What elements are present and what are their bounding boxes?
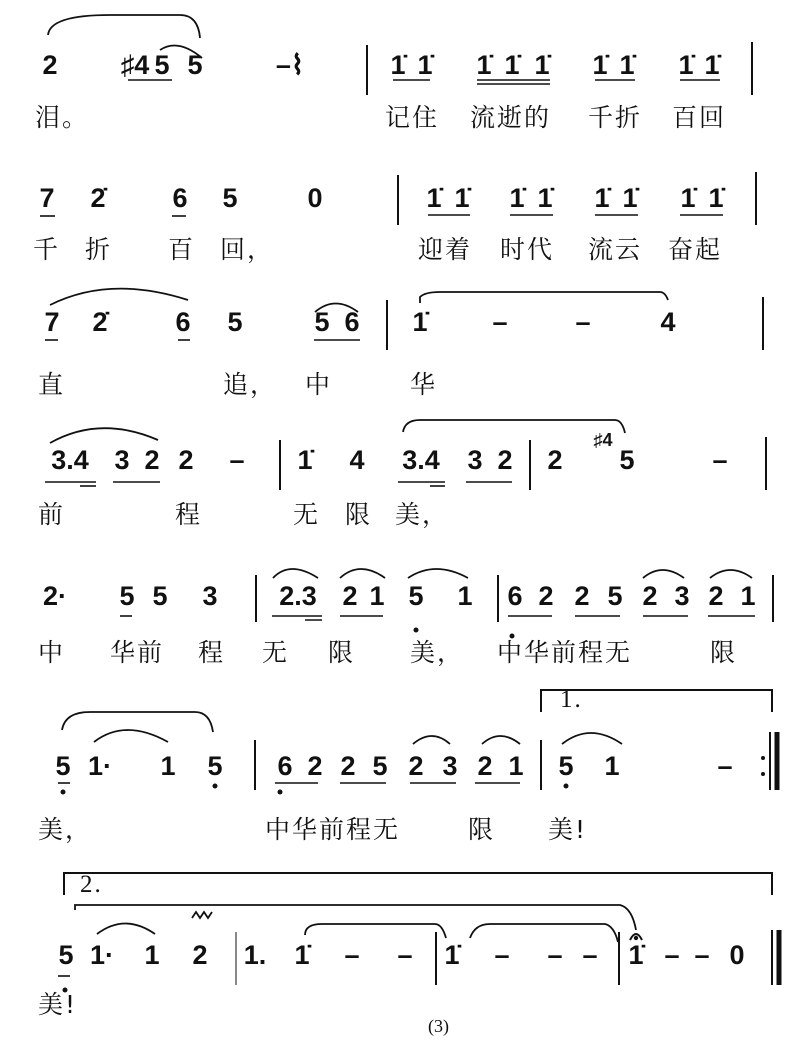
lyric: 奋起 bbox=[668, 235, 723, 264]
note: 2 bbox=[144, 445, 160, 475]
note: 7 bbox=[39, 183, 55, 213]
note: 3 bbox=[114, 445, 130, 475]
repeat-dots bbox=[761, 756, 765, 776]
lyric: 迎着 bbox=[418, 235, 473, 264]
note: 1̇ bbox=[454, 183, 470, 213]
note: – bbox=[397, 940, 413, 970]
note: – bbox=[582, 940, 598, 970]
lyric: 华前 bbox=[110, 638, 165, 667]
note: 2 bbox=[178, 445, 194, 475]
note: 0 bbox=[729, 940, 745, 970]
note: 5 bbox=[152, 581, 168, 611]
note: 1 bbox=[369, 581, 385, 611]
note: 1 bbox=[740, 581, 756, 611]
note: 2 bbox=[307, 751, 323, 781]
note: 2 bbox=[497, 445, 513, 475]
note: 1̇ bbox=[417, 50, 433, 80]
note: 1̇ bbox=[476, 50, 492, 80]
page-number: (3) bbox=[428, 1016, 449, 1036]
lyric: 限 bbox=[468, 815, 496, 844]
note: 5 bbox=[558, 751, 574, 781]
note: 5 bbox=[607, 581, 623, 611]
note: 2 bbox=[547, 445, 563, 475]
lyric: 回， bbox=[220, 235, 275, 264]
note: 5 bbox=[227, 307, 243, 337]
lyric: 流逝的 bbox=[470, 103, 552, 132]
lyric: 美， bbox=[38, 815, 93, 844]
lyric: 美! bbox=[548, 815, 588, 844]
note: 3 bbox=[202, 581, 218, 611]
note: 1̇ bbox=[680, 183, 696, 213]
note: 5 bbox=[619, 445, 635, 475]
note: 2 bbox=[342, 581, 358, 611]
lyric: 折 bbox=[85, 235, 113, 264]
note: 2 bbox=[408, 751, 424, 781]
note: 7 bbox=[44, 307, 60, 337]
lyric: 中华前程无 bbox=[265, 815, 401, 844]
volta-label: 2. bbox=[80, 871, 103, 898]
note: 1 bbox=[457, 581, 473, 611]
note: 2 bbox=[42, 50, 58, 80]
note: 5 bbox=[408, 581, 424, 611]
note: 2 bbox=[574, 581, 590, 611]
note: 5 bbox=[119, 581, 135, 611]
note: 6 bbox=[175, 307, 191, 337]
note: 2 bbox=[538, 581, 554, 611]
note: 4 bbox=[349, 445, 365, 475]
note: 2 bbox=[340, 751, 356, 781]
note: 2̇ bbox=[92, 307, 108, 337]
note: 5 bbox=[222, 183, 238, 213]
note: 2̇ bbox=[90, 183, 106, 213]
volta-label: 1. bbox=[560, 686, 583, 713]
note: 6 bbox=[277, 751, 293, 781]
note: 1̇ bbox=[412, 307, 428, 337]
note: – bbox=[492, 307, 508, 337]
note: – bbox=[664, 940, 680, 970]
note: 1̇ bbox=[509, 183, 525, 213]
note: 1̇ bbox=[628, 940, 644, 970]
note: 1̇ bbox=[619, 50, 635, 80]
note: 5 bbox=[372, 751, 388, 781]
lyric: 美! bbox=[38, 990, 78, 1019]
lyric: 美， bbox=[410, 638, 465, 667]
lyric: 华 bbox=[410, 370, 438, 399]
note: – bbox=[494, 940, 510, 970]
note: 1̇ bbox=[622, 183, 638, 213]
note: 1̇ bbox=[504, 50, 520, 80]
lyric: 限 bbox=[710, 638, 738, 667]
note: 1̇ bbox=[297, 445, 313, 475]
note: 1̇ bbox=[537, 183, 553, 213]
note: – bbox=[344, 940, 360, 970]
note: 1. bbox=[243, 940, 267, 970]
lyric: 时代 bbox=[500, 235, 555, 264]
note: 1 bbox=[160, 751, 176, 781]
note: 1̇ bbox=[708, 183, 724, 213]
lyric: 百回 bbox=[672, 103, 727, 132]
lyric: 追， bbox=[223, 370, 278, 399]
volta-brackets bbox=[64, 690, 772, 895]
note: ♯4 bbox=[593, 430, 613, 450]
lyric: 中 bbox=[305, 370, 333, 399]
note: 1̇ bbox=[294, 940, 310, 970]
note: 1 bbox=[144, 940, 160, 970]
note: – bbox=[717, 751, 733, 781]
note: 1 bbox=[604, 751, 620, 781]
lyric: 无 bbox=[293, 500, 321, 529]
lyric: 千折 bbox=[588, 103, 643, 132]
note: 3 bbox=[442, 751, 458, 781]
lyric: 中 bbox=[38, 638, 66, 667]
note: 1̇ bbox=[594, 183, 610, 213]
lyric: 无 bbox=[262, 638, 290, 667]
lyric: 限 bbox=[345, 500, 373, 529]
note: 3 bbox=[467, 445, 483, 475]
lyric: 程 bbox=[198, 638, 226, 667]
lyric: 中华前程无 bbox=[497, 638, 633, 667]
note: 2 bbox=[192, 940, 208, 970]
note: 2 bbox=[642, 581, 658, 611]
note: 2 bbox=[708, 581, 724, 611]
note: 3 bbox=[674, 581, 690, 611]
note: 5 bbox=[314, 307, 330, 337]
lyric: 百 bbox=[168, 235, 196, 264]
note: 5 bbox=[207, 751, 223, 781]
note: 1̇ bbox=[704, 50, 720, 80]
note: 5 bbox=[55, 751, 71, 781]
note: 1̇ bbox=[534, 50, 550, 80]
note: 1̇ bbox=[444, 940, 460, 970]
lyric: 直 bbox=[38, 370, 66, 399]
note: 1̇ bbox=[390, 50, 406, 80]
note: – bbox=[547, 940, 563, 970]
note: –⌇ bbox=[275, 50, 305, 80]
note: 2 bbox=[477, 751, 493, 781]
note: 6 bbox=[172, 183, 188, 213]
note: – bbox=[694, 940, 710, 970]
note: – bbox=[712, 445, 728, 475]
lyric: 流云 bbox=[588, 235, 643, 264]
lyric: 前 bbox=[38, 500, 66, 529]
note: ♯4 bbox=[120, 50, 150, 80]
note: 1̇ bbox=[592, 50, 608, 80]
octave-dots-below bbox=[61, 628, 569, 993]
note: 1· bbox=[89, 940, 115, 970]
lyric: 美， bbox=[395, 500, 450, 529]
note: 1· bbox=[87, 751, 113, 781]
lyric: 千 bbox=[33, 235, 61, 264]
lyric: 记住 bbox=[385, 103, 440, 132]
note: 5 bbox=[187, 50, 203, 80]
note: 4 bbox=[660, 307, 676, 337]
note: – bbox=[229, 445, 245, 475]
note: 5 bbox=[58, 940, 74, 970]
note: 5 bbox=[154, 50, 170, 80]
lyric: 泪。 bbox=[35, 103, 90, 132]
lyric: 程 bbox=[175, 500, 203, 529]
note: 1̇ bbox=[426, 183, 442, 213]
note: 0 bbox=[307, 183, 323, 213]
trill-ornament-icon bbox=[192, 912, 212, 918]
note: 3.4 bbox=[51, 445, 89, 475]
note: 3.4 bbox=[402, 445, 440, 475]
slurs bbox=[48, 15, 752, 942]
lyric: 限 bbox=[328, 638, 356, 667]
note: 1 bbox=[508, 751, 524, 781]
note: 2· bbox=[42, 581, 68, 611]
note: 2.3 bbox=[279, 581, 317, 611]
note: 6 bbox=[344, 307, 360, 337]
note: 6 bbox=[507, 581, 523, 611]
note: – bbox=[575, 307, 591, 337]
note: 1̇ bbox=[678, 50, 694, 80]
